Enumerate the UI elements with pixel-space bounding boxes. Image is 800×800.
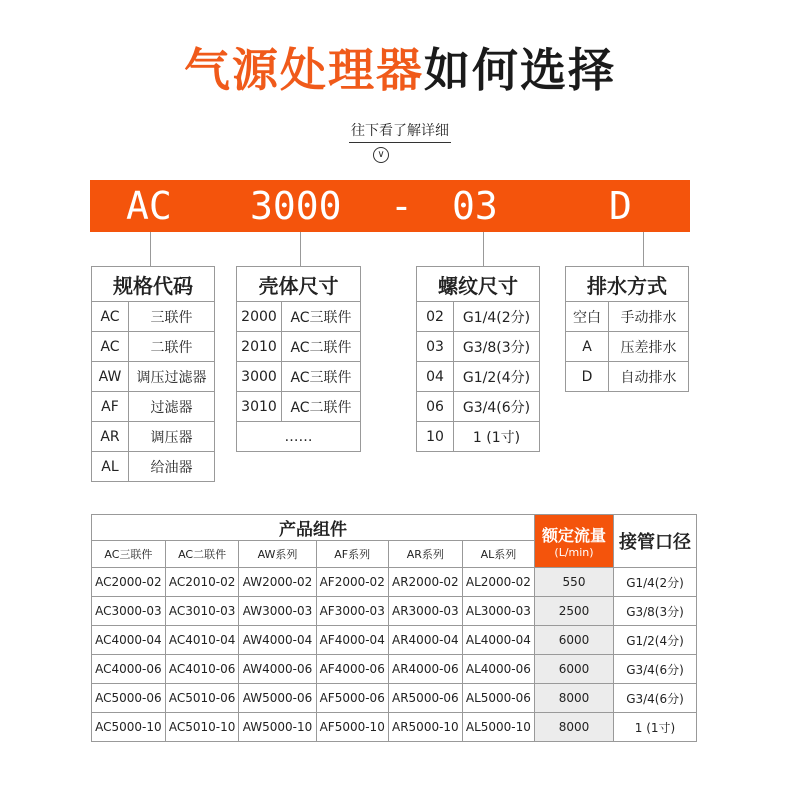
thread-code: 03 [417,332,454,362]
flow-cell: 6000 [535,655,614,684]
body-size-table [236,266,361,452]
table-row [92,392,215,422]
cell: AL5000-10 [462,713,534,742]
table-row [237,302,361,332]
body-code: 3000 [237,362,282,392]
table-row [566,302,689,332]
table-row [417,422,540,452]
flow-header [535,515,614,568]
table-row [92,684,697,713]
body-code: 2010 [237,332,282,362]
col-header: AR系列 [388,541,462,568]
port-cell: G1/4(2分) [614,568,697,597]
spec-name: 调压器 [129,422,215,452]
flow-unit: (L/min) [554,546,594,559]
cell: AL5000-06 [462,684,534,713]
table-row [92,362,215,392]
thread-code: 06 [417,392,454,422]
cell: AC5010-10 [165,713,239,742]
drain-header: 排水方式 [566,267,689,302]
cell: AR4000-06 [388,655,462,684]
banner-code-series: AC [126,184,172,228]
thread-name: 1 (1寸) [454,422,540,452]
cell: AF4000-04 [316,626,388,655]
cell: AL3000-03 [462,597,534,626]
cell: AW5000-06 [239,684,316,713]
flow-cell: 8000 [535,713,614,742]
cell: AF3000-03 [316,597,388,626]
col-header: AW系列 [239,541,316,568]
col-header: AL系列 [462,541,534,568]
body-name: AC三联件 [282,302,361,332]
product-title: 产品组件 [92,515,535,541]
body-code: 3010 [237,392,282,422]
cell: AR5000-06 [388,684,462,713]
subtitle [0,120,800,140]
cell: AC5000-10 [92,713,166,742]
table-row [92,626,697,655]
subtitle-text: 往下看了解详细 [349,123,451,143]
cell: AW3000-03 [239,597,316,626]
banner-code-size: 3000 [250,184,342,228]
drain-code: D [566,362,609,392]
title-rest: 如何选择 [424,43,616,97]
drain-code: 空白 [566,302,609,332]
table-row [92,568,697,597]
thread-header: 螺纹尺寸 [417,267,540,302]
col-header: AC二联件 [165,541,239,568]
spec-code: AC [92,302,129,332]
spec-name: 过滤器 [129,392,215,422]
cell: AC2000-02 [92,568,166,597]
cell: AL2000-02 [462,568,534,597]
connector-line [300,232,301,266]
spec-code: AL [92,452,129,482]
banner-code-drain: D [609,184,632,228]
thread-size-table [416,266,540,452]
table-row [417,362,540,392]
connector-line [643,232,644,266]
cell: AF5000-06 [316,684,388,713]
spec-name: 三联件 [129,302,215,332]
cell: AC3000-03 [92,597,166,626]
port-header: 接管口径 [614,515,697,568]
drain-name: 压差排水 [609,332,689,362]
connector-line [150,232,151,266]
drain-method-table [565,266,689,392]
table-row [92,597,697,626]
thread-code: 02 [417,302,454,332]
body-code: 2000 [237,302,282,332]
chevron-down-icon: ∨ [373,147,389,163]
cell: AR4000-04 [388,626,462,655]
cell: AR2000-02 [388,568,462,597]
drain-code: A [566,332,609,362]
table-row [417,302,540,332]
spec-name: 二联件 [129,332,215,362]
cell: AC5010-06 [165,684,239,713]
cell: AL4000-06 [462,655,534,684]
table-row [237,392,361,422]
cell: AW4000-06 [239,655,316,684]
cell: AW4000-04 [239,626,316,655]
table-row [417,392,540,422]
spec-name: 调压过滤器 [129,362,215,392]
drain-name: 自动排水 [609,362,689,392]
table-row [92,713,697,742]
spec-code: AF [92,392,129,422]
cell: AR3000-03 [388,597,462,626]
port-cell: G3/4(6分) [614,684,697,713]
model-code-banner [90,180,690,232]
table-row [92,655,697,684]
page-title [0,40,800,100]
port-cell: 1 (1寸) [614,713,697,742]
table-row [237,362,361,392]
body-name: AC二联件 [282,392,361,422]
body-name: AC三联件 [282,362,361,392]
drain-name: 手动排水 [609,302,689,332]
body-ellipsis: …… [237,422,361,452]
table-row [92,452,215,482]
body-header: 壳体尺寸 [237,267,361,302]
table-row [92,332,215,362]
banner-code-thread: 03 [452,184,498,228]
flow-cell: 550 [535,568,614,597]
cell: AR5000-10 [388,713,462,742]
table-row [417,332,540,362]
cell: AW5000-10 [239,713,316,742]
table-row [566,332,689,362]
thread-code: 04 [417,362,454,392]
cell: AC2010-02 [165,568,239,597]
title-highlight: 气源处理器 [184,43,424,97]
cell: AW2000-02 [239,568,316,597]
connector-line [483,232,484,266]
table-row [92,422,215,452]
thread-code: 10 [417,422,454,452]
thread-name: G3/4(6分) [454,392,540,422]
cell: AC4000-04 [92,626,166,655]
table-row [566,362,689,392]
spec-name: 给油器 [129,452,215,482]
product-table [91,514,697,742]
port-cell: G3/4(6分) [614,655,697,684]
body-name: AC二联件 [282,332,361,362]
cell: AC5000-06 [92,684,166,713]
col-header: AF系列 [316,541,388,568]
spec-header: 规格代码 [92,267,215,302]
thread-name: G3/8(3分) [454,332,540,362]
thread-name: G1/2(4分) [454,362,540,392]
flow-title: 额定流量 [541,526,606,545]
cell: AF4000-06 [316,655,388,684]
table-row [237,332,361,362]
port-cell: G1/2(4分) [614,626,697,655]
flow-cell: 8000 [535,684,614,713]
spec-code: AW [92,362,129,392]
port-cell: G3/8(3分) [614,597,697,626]
cell: AL4000-04 [462,626,534,655]
spec-code: AC [92,332,129,362]
cell: AC4010-06 [165,655,239,684]
banner-code-dash: - [390,184,413,228]
flow-cell: 6000 [535,626,614,655]
table-row [92,302,215,332]
col-header: AC三联件 [92,541,166,568]
cell: AC4000-06 [92,655,166,684]
cell: AF2000-02 [316,568,388,597]
cell: AF5000-10 [316,713,388,742]
table-row [237,422,361,452]
cell: AC4010-04 [165,626,239,655]
thread-name: G1/4(2分) [454,302,540,332]
spec-code-table [91,266,215,482]
cell: AC3010-03 [165,597,239,626]
spec-code: AR [92,422,129,452]
flow-cell: 2500 [535,597,614,626]
